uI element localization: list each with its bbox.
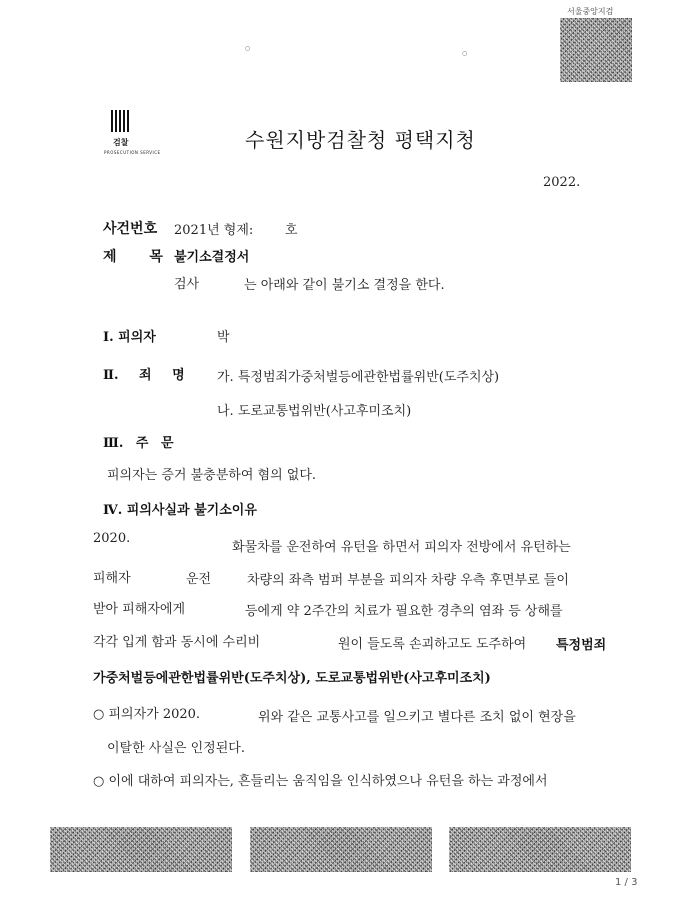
- decision-date: 2022.: [543, 175, 581, 190]
- logo-subtitle: PROSECUTION SERVICE: [104, 150, 161, 155]
- agency-title: 수원지방검찰청 평택지청: [245, 128, 476, 152]
- page-number: 1 / 3: [615, 877, 638, 888]
- case-number-value: 2021년 형제:: [174, 223, 254, 238]
- bullet-2: ○ 이에 대하여 피의자는, 흔들리는 움직임을 인식하였으나 유턴을 하는 과정에서: [93, 774, 548, 789]
- disposition-text: 피의자는 증거 불충분하여 혐의 없다.: [107, 468, 317, 483]
- prosecutor-label: 검사: [174, 277, 200, 292]
- scan-dot: ○: [245, 45, 251, 52]
- redaction-block-bottom-1: [50, 827, 232, 872]
- stamp-label: 서울중앙지검: [567, 7, 614, 16]
- charge-item-1: 가. 특정범죄가중처벌등에관한법률위반(도주치상): [217, 370, 500, 385]
- scan-dot: ○: [462, 50, 468, 57]
- facts-line-3a: 받아 피해자에게: [93, 602, 186, 617]
- facts-line-1b: 화물차를 운전하여 유턴을 하면서 피의자 전방에서 유턴하는: [232, 540, 571, 555]
- facts-line-2c: 차량의 좌측 범퍼 부분을 피의자 차량 우측 후면부로 들이: [247, 573, 569, 588]
- case-number-label: 사건번호: [103, 221, 158, 237]
- section-suspect-label: Ⅰ. 피의자: [103, 330, 156, 345]
- bullet-1b: 위와 같은 교통사고를 일으키고 별다른 조치 없이 현장을: [258, 710, 576, 725]
- facts-line-4b: 원이 들도록 손괴하고도 도주하여: [338, 637, 527, 652]
- bullet-1a: ○ 피의자가 2020.: [93, 707, 201, 722]
- logo-text: 검찰: [113, 138, 129, 147]
- section-disposition-label: Ⅲ. 주 문: [103, 436, 174, 451]
- facts-line-2b: 운전: [186, 572, 212, 587]
- section-charges-label: Ⅱ. 죄 명: [103, 368, 185, 383]
- section-suspect-value: 박: [217, 330, 230, 345]
- prosecution-logo-icon: [111, 110, 129, 132]
- facts-line-5: 가중처벌등에관한법률위반(도주치상), 도로교통법위반(사고후미조치): [93, 671, 491, 686]
- facts-line-3b: 등에게 약 2주간의 치료가 필요한 경추의 염좌 등 상해를: [245, 604, 563, 619]
- bullet-1c: 이탈한 사실은 인정된다.: [107, 741, 245, 756]
- facts-line-2a: 피해자: [93, 571, 131, 586]
- subject-value: 불기소결정서: [174, 250, 250, 265]
- section-facts-label: Ⅳ. 피의사실과 불기소이유: [103, 503, 257, 518]
- facts-line-1a: 2020.: [93, 531, 131, 546]
- facts-line-4a: 각각 입게 함과 동시에 수리비: [93, 635, 261, 650]
- redaction-block-top: [560, 18, 632, 82]
- case-number-suffix: 호: [285, 223, 298, 238]
- charge-item-2: 나. 도로교통법위반(사고후미조치): [217, 404, 412, 419]
- redaction-block-bottom-3: [449, 827, 631, 872]
- subject-label: 제 목: [103, 249, 163, 265]
- redaction-block-bottom-2: [250, 827, 432, 872]
- prosecutor-statement: 는 아래와 같이 불기소 결정을 한다.: [244, 278, 445, 293]
- facts-line-4c: 특정범죄: [556, 638, 607, 653]
